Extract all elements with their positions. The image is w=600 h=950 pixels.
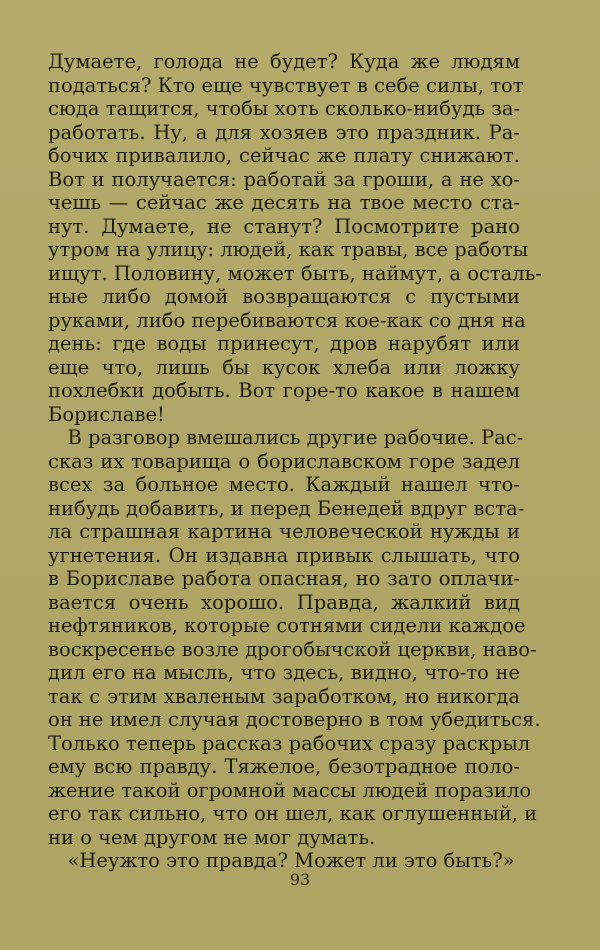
page-number: 93 <box>289 870 311 889</box>
text-line: вается очень хорошо. Правда, жалкий вид <box>48 590 520 614</box>
text-line: день: где воды принесут, дров нарубят или <box>48 332 520 355</box>
text-line: Только теперь рассказ рабочих сразу раскрыл <box>48 731 531 755</box>
text-line: жение такой огромной массы людей поразило <box>48 778 532 802</box>
text-line: ему всю правду. Тяжелое, безотрадное поло- <box>48 755 520 778</box>
text-line-quote: «Неужто это правда? Может ли это быть?» <box>67 849 515 872</box>
text-line: сюда тащится, чтобы хоть сколько-нибудь за- <box>48 97 521 120</box>
text-line: нефтяников, которые сотнями сидели каждое <box>48 614 526 637</box>
text-line: Вот и получается: работай за гроши, а не хо- <box>48 167 520 191</box>
text-line: бочих привалило, сейчас же плату снижают. <box>48 144 520 167</box>
text-line: его так сильно, что он шел, как оглушенный, и <box>48 802 538 825</box>
text-line: ищут. Половину, может быть, наймут, а осталь- <box>48 261 542 285</box>
text-line: похлебки добыть. Вот горе-то какое в нашем <box>48 379 520 402</box>
text-line: воскресенье возле дрогобычской церкви, наво- <box>48 637 537 661</box>
text-line: всех за больное место. Каждый нашел что- <box>48 473 520 496</box>
text-line: ные либо домой возвращаются с пустыми <box>48 285 520 308</box>
text-line: так с этим хваленым заработком, но никогда <box>48 684 520 708</box>
text-line: утром на улицу: людей, как травы, все работы <box>48 238 529 261</box>
text-line: нут. Думаете, не станут? Посмотрите рано <box>48 214 520 238</box>
text-line: работать. Ну, а для хозяев это праздник. Ра- <box>48 120 520 144</box>
text-line: Думаете, голода не будет? Куда же людям <box>48 50 520 73</box>
text-line: руками, либо перебиваются кое-как со дня на <box>48 308 526 332</box>
text-line: дил его на мысль, что здесь, видно, что-то не <box>48 661 520 684</box>
text-line-paragraph-end: Бориславе! <box>48 402 165 426</box>
text-line: угнетения. Он издавна привык слышать, что <box>48 543 520 567</box>
text-line: он не имел случая достоверно в том убедиться. <box>48 708 541 731</box>
text-line: нибудь добавить, и перед Бенедей вдруг вста- <box>48 496 525 520</box>
text-line: еще что, лишь бы кусок хлеба или ложку <box>48 355 520 379</box>
text-line: в Бориславе работа опасная, но зато оплачи- <box>48 567 520 590</box>
text-line-paragraph-end: ни о чем другом не мог думать. <box>48 825 376 849</box>
text-line: сказ их товарища о бориславском горе задел <box>48 449 520 473</box>
text-line: податься? Кто еще чувствует в себе силы, тот <box>48 73 524 97</box>
text-line: ла страшная картина человеческой нужды и <box>48 520 520 543</box>
text-line-paragraph-start: В разговор вмешались другие рабочие. Рас- <box>67 426 524 449</box>
body-text <box>48 50 542 873</box>
text-line: чешь — сейчас же десять на твое место ста- <box>48 191 520 214</box>
